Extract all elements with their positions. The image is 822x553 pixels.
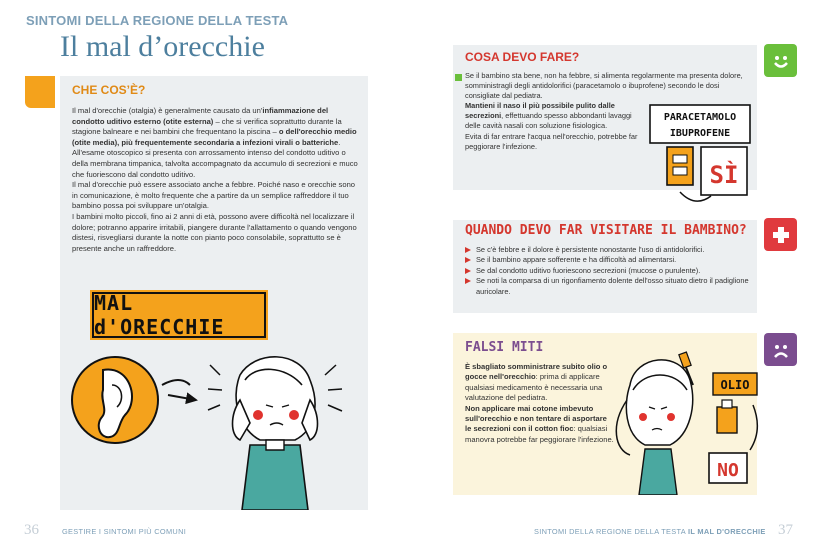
footer-left-text: GESTIRE I SINTOMI PIÙ COMUNI: [62, 527, 187, 536]
svg-text:PARACETAMOLO: PARACETAMOLO: [663, 112, 737, 123]
list-item: Se c'è febbre e il dolore è persistente nonostante l'uso di antidolorifici.: [465, 245, 755, 255]
page-number-left: 36: [24, 522, 39, 538]
paracetamolo-illustration: [645, 100, 760, 210]
cosa-devo-fare-lead: Se il bambino sta bene, non ha febbre, si alimenta regolarmente ma presenta dolore, somministragli degli antidolorifici (paracetamolo o ibuprofene) secondo le dosi consigliate dal pediatra. Mantieni il naso il più possibile pulito dalle secrezioni, effettuando spesso abbondanti lavaggi delle cavità nasali con soluzione fisiologica. Evita di far entrare l'acqua nell'orecchio, potrebbe far peggiorare l'infezione.: [465, 71, 743, 151]
page-title: Il mal d’orecchie: [60, 30, 265, 63]
falsi-miti-body: È sbagliato somministrare subito olio o gocce nell'orecchio: prima di applicare qualsiasi medicamento è necessaria una valutazione del pediatra. Non applicare mai cotone imbevuto sull'orecchio e non tentare di asportare le secrezioni con il cotton fioc: qualsiasi manovra potrebbe far peggiorare l'infezione.: [465, 362, 614, 444]
list-item: Se noti la comparsa di un rigonfiamento dolente dell'osso situato dietro il padiglione auricolare.: [465, 276, 755, 297]
medical-cross-icon: [764, 218, 797, 251]
smile-icon: [764, 44, 797, 77]
che-cose-tab: [25, 76, 55, 108]
cosa-devo-fare-title: COSA DEVO FARE?: [465, 50, 580, 64]
footer-right-text: SINTOMI DELLA REGIONE DELLA TESTA IL MAL D'ORECCHIE: [534, 527, 766, 536]
paragraph-1: Il mal d'orecchie (otalgia) è generalmente causato da un'infiammazione del condotto uditivo esterno (otite esterna) – che si verifica soprattutto durante la stagione balneare e nei bambini che frequentano la piscina – o dell'orecchio medio (otite media), più frequentemente secondaria a infezioni virali o batteriche. All'esame otoscopico si presenta con arrossamento intenso del condotto uditivo o della membrana timpanica, talvolta accompagnato da accumulo di secrezioni e muco che fuoriescono dal condotto uditivo.: [72, 106, 358, 179]
falsi-miti-title: FALSI MITI: [465, 340, 544, 355]
green-square-bullet: [455, 74, 462, 81]
section-kicker: SINTOMI DELLA REGIONE DELLA TESTA: [26, 13, 289, 28]
che-cose-title: CHE COS’È?: [72, 83, 146, 97]
list-item: Se dal condotto uditivo fuoriescono secrezioni (mucose o purulente).: [465, 266, 755, 276]
girl-drops-illustration: [605, 345, 765, 495]
quando-title: QUANDO DEVO FAR VISITARE IL BAMBINO?: [465, 223, 747, 238]
sad-face-icon: [764, 333, 797, 366]
list-item: Se il bambino appare sofferente e ha difficoltà ad alimentarsi.: [465, 255, 755, 265]
page-number-right: 37: [778, 522, 793, 538]
svg-text:NO: NO: [717, 460, 739, 481]
mal-orecchie-sign-text: MAL d'ORECCHIE: [92, 292, 266, 338]
svg-text:IBUPROFENE: IBUPROFENE: [669, 128, 731, 139]
child-earache-illustration: [70, 345, 370, 510]
svg-text:OLIO: OLIO: [720, 378, 750, 392]
mal-orecchie-sign: [90, 290, 268, 340]
paragraph-2: Il mal d'orecchie può essere associato anche a febbre. Poiché naso e orecchie sono in comunicazione, è molto frequente che a partire da un semplice raffreddore il tuo bambino possa poi sviluppare un'otalgia.: [72, 180, 356, 211]
paragraph-3: I bambini molto piccoli, fino ai 2 anni di età, possono avere difficoltà nel localizzare il dolore; potranno apparire irritabili, piangere durante l'allattamento o quando vengono distesi, risvegliarsi durante la notte con pianto poco consolabile, soprattutto se è presente anche un raffreddore.: [72, 211, 357, 253]
svg-text:SÌ: SÌ: [709, 161, 739, 189]
che-cose-body: [72, 106, 362, 254]
quando-list: [465, 245, 755, 297]
